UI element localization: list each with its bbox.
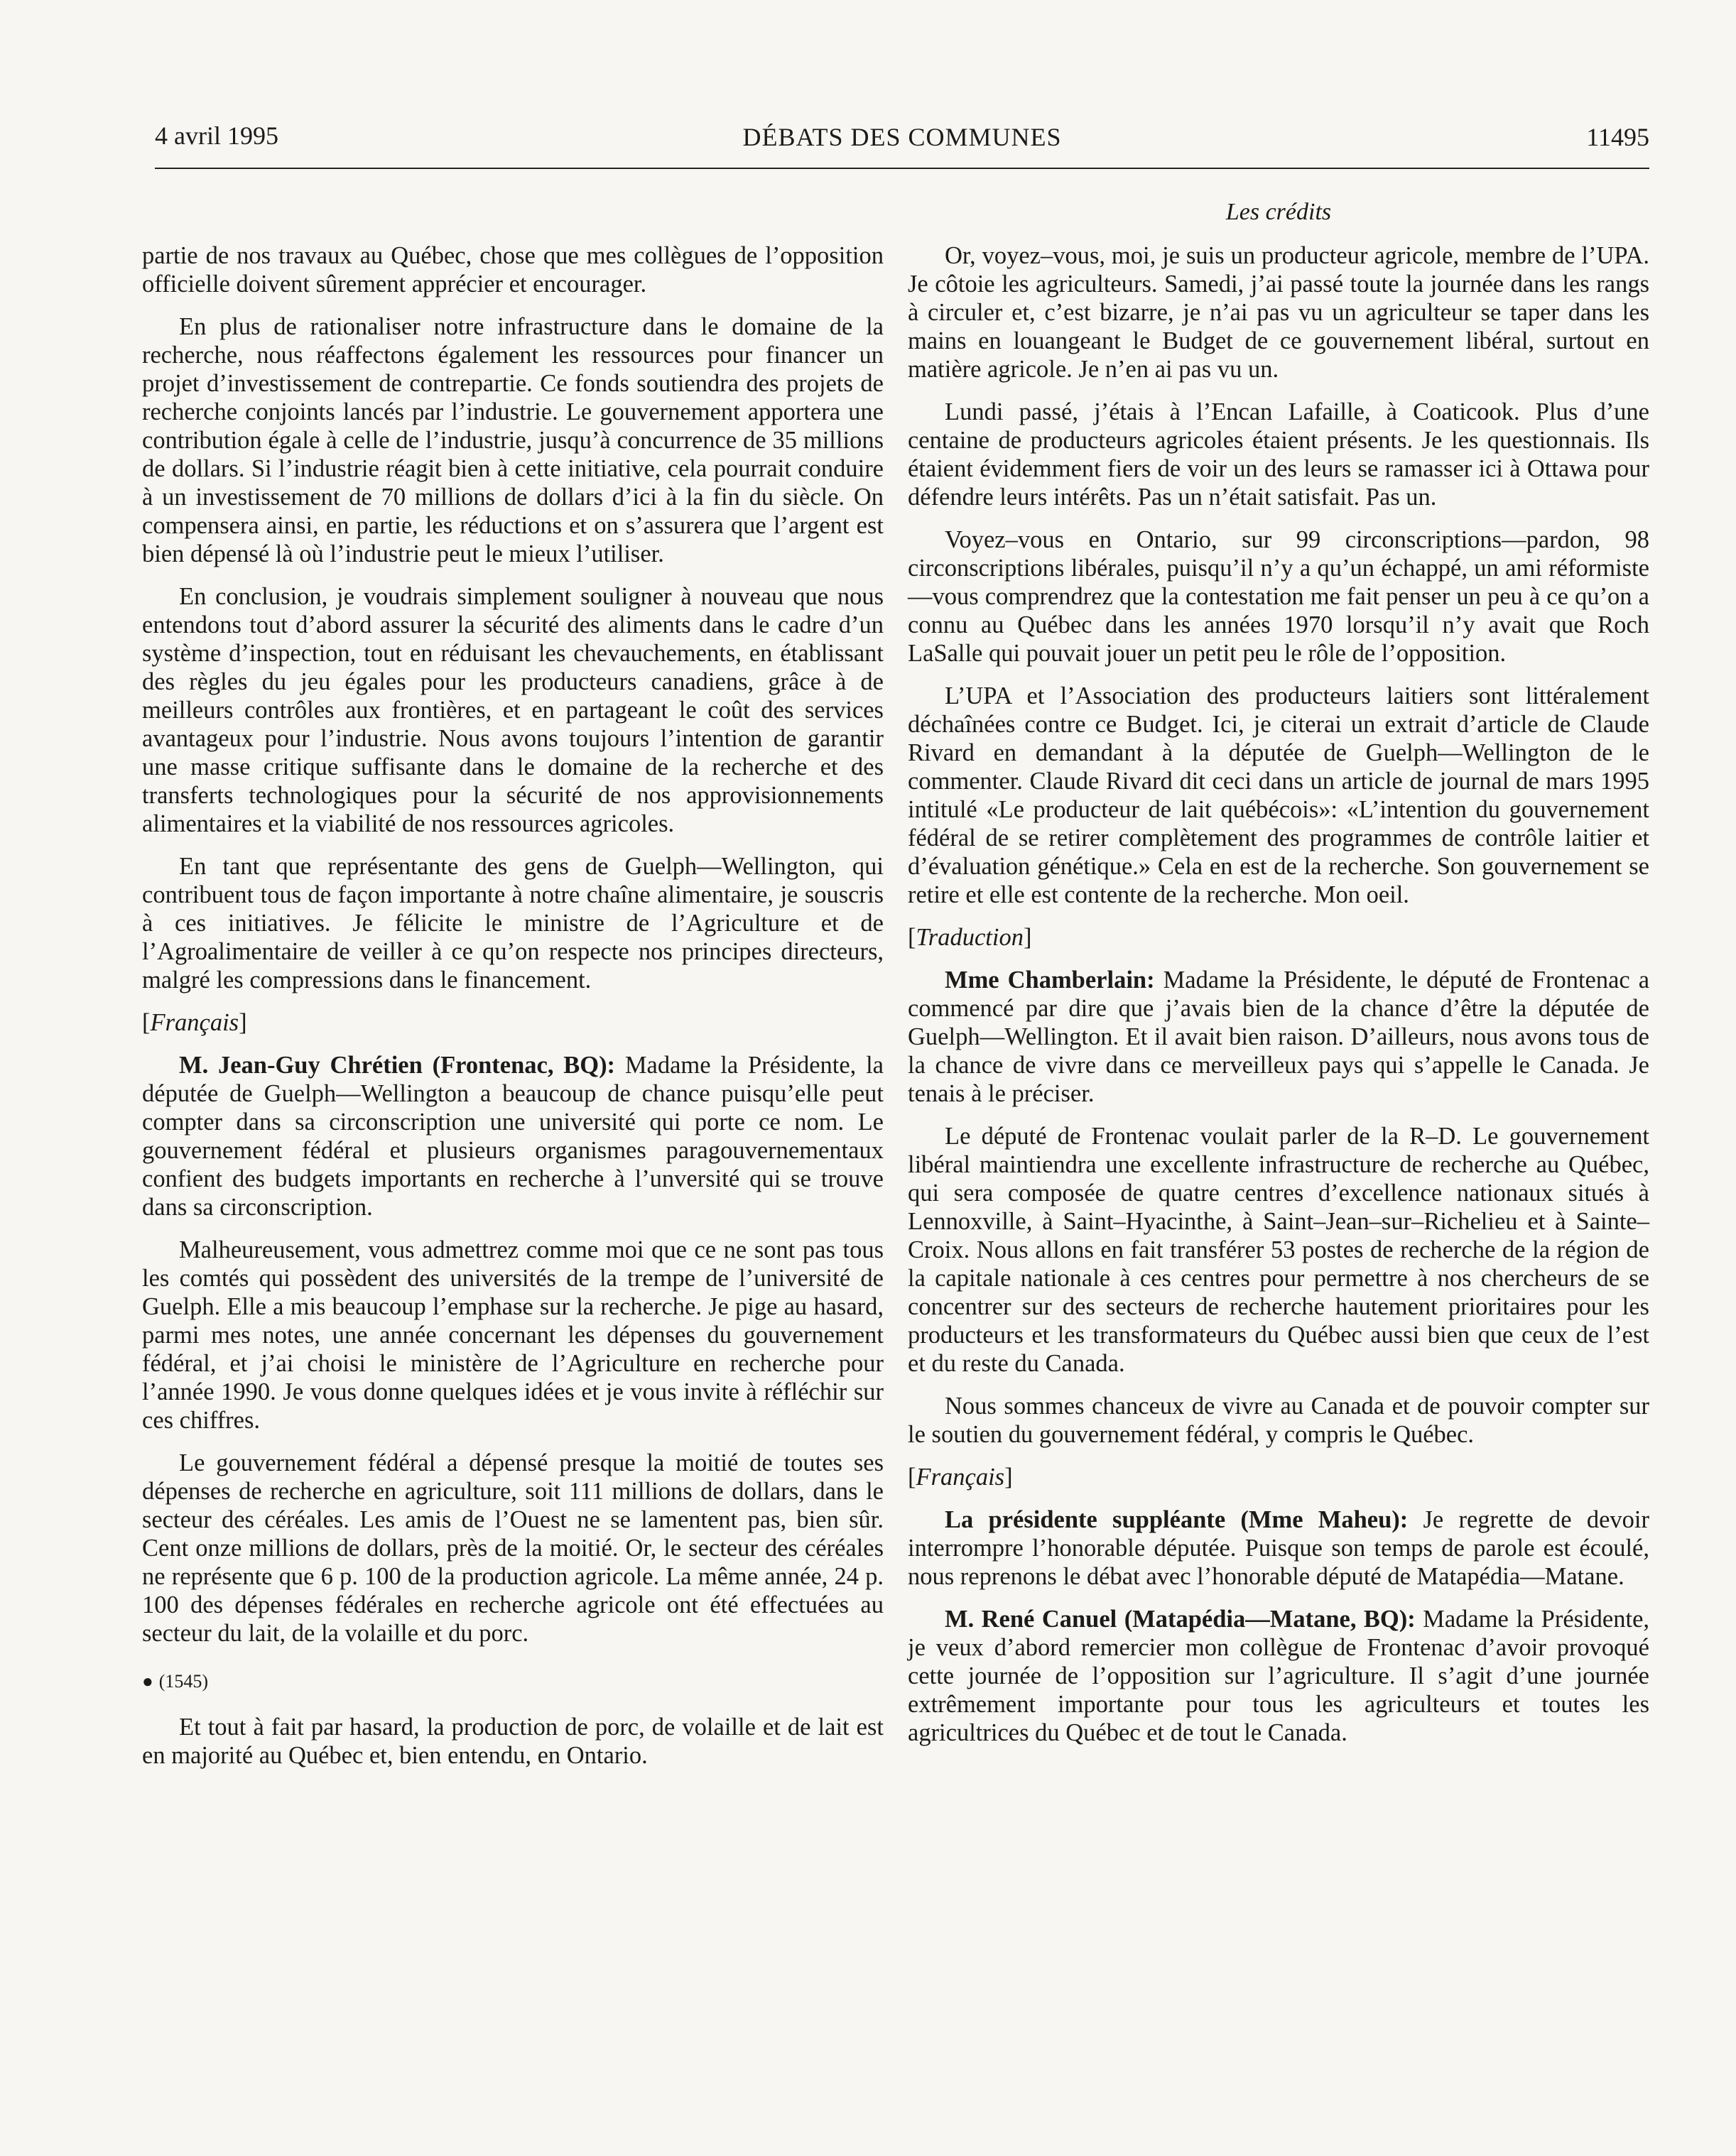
speech-text: Madame la Présidente, le député de Frontenac a commencé par dire que j’avais bien de la chance d’être la députée de Guelph—Wellington. Et il avait bien raison. D’ailleurs, nous avons tous de la chance de vivre dans ce merveilleux pays qui s’appelle le Canada. Je tenais à le préciser. [908,967,1650,1107]
bracket-open: [ [908,1464,916,1491]
paragraph: Le député de Frontenac voulait parler de la R–D. Le gouvernement libéral maintiendra une excellente infrastructure de recherche au Québec, qui sera composée de quatre centres d’excellence nationaux situés à Lennoxville, à Saint–Hyacinthe, à Saint–Jean–sur–Richelieu et à Sainte–Croix. Nous allons en fait transférer 53 postes de recherche de la région de la capitale nationale à ces centres pour permettre à nos chercheurs de se concentrer sur des secteurs de recherche hautement prioritaires pour les producteurs et les transformateurs du Québec aussi bien que ceux de l’est et du reste du Canada. [908,1123,1649,1377]
header-title: DÉBATS DES COMMUNES [742,123,1062,151]
paragraph: L’UPA et l’Association des producteurs laitiers sont littéralement déchaînées contre ce Budget. Ici, je citerai un extrait d’article de Claude Rivard en demandant à la députée de Guelph—Wellington de le commenter. Claude Rivard dit ceci dans un article de journal de mars 1995 intitulé «Le producteur de lait québécois»: «L’intention du gouvernement fédéral de se retirer complètement des programmes de contrôle laitier et d’évaluation génétique.» Cela en est de la recherche. Son gouvernement se retire et elle est contente de la recherche. Mon oeil. [908,682,1649,908]
language-tag [908,923,1649,952]
language-tag-label: Français [916,1464,1005,1491]
time-marker [142,1667,884,1696]
language-tag [142,1008,884,1037]
speech-text: Madame la Présidente, la députée de Guelph—Wellington a beaucoup de chance puisqu’elle peut compter dans sa circonscription une université qui porte ce nom. Le gouvernement fédéral et plusieurs organismes paragouvernementaux confient des budgets importants en recherche à l’unversité qui se trouve dans sa circonscription. [142,1052,884,1221]
language-tag-label: Traduction [916,924,1024,951]
paragraph: En plus de rationaliser notre infrastructure dans le domaine de la recherche, nous réaffectons également les ressources pour financer un projet d’investissement de contrepartie. Ce fonds soutiendra des projets de recherche conjoints lancés par l’industrie. Le gouvernement apportera une contribution égale à celle de l’industrie, jusqu’à concurrence de 35 millions de dollars. Si l’industrie réagit bien à cette initiative, cela pourrait conduire à un investissement de 70 millions de dollars d’ici à la fin du siècle. On compensera ainsi, en partie, les réductions et on s’assurera que l’argent est bien dépensé là où l’industrie peut le mieux l’utiliser. [142,313,884,567]
bracket-close: ] [1023,924,1032,951]
time-marker-text: (1545) [158,1671,209,1692]
bracket-close: ] [1004,1464,1013,1491]
header-rule [155,168,1649,169]
paragraph: Or, voyez–vous, moi, je suis un producteur agricole, membre de l’UPA. Je côtoie les agriculteurs. Samedi, j’ai passé toute la journée dans les rangs à circuler et, c’est bizarre, je n’ai pas vu un agriculteur se taper dans les mains en louangeant le Budget de ce gouvernement libéral, surtout en matière agricole. Je n’en ai pas vu un. [908,242,1649,383]
bracket-open: [ [908,924,916,951]
paragraph: En tant que représentante des gens de Guelph—Wellington, qui contribuent tous de façon importante à notre chaîne alimentaire, je souscris à ces initiatives. Je félicite le ministre de l’Agriculture et de l’Agroalimentaire de veiller à ce qu’on respecte nos principes directeurs, malgré les compressions dans le financement. [142,853,884,993]
speech-paragraph [908,1506,1649,1591]
paragraph: Le gouvernement fédéral a dépensé presque la moitié de toutes ses dépenses de recherche en agriculture, soit 111 millions de dollars, dans le secteur des céréales. Les amis de l’Ouest ne se lamentent pas, bien sûr. Cent onze millions de dollars, près de la moitié. Or, le secteur des céréales ne représente que 6 p. 100 de la production agricole. La même année, 24 p. 100 des dépenses fédérales en recherche agricole ont été effectuées au secteur du lait, de la volaille et du porc. [142,1449,884,1647]
section-subheading: Les crédits [1225,199,1332,225]
speaker-name: Mme Chamberlain: [945,967,1155,993]
speech-text: Je regrette de devoir interrompre l’honorable députée. Puisque son temps de parole est écoulé, nous reprenons le débat avec l’honorable député de Matapédia—Matane. [908,1506,1650,1590]
paragraph: Malheureusement, vous admettrez comme moi que ce ne sont pas tous les comtés qui possèdent des universités de la trempe de l’université de Guelph. Elle a mis beaucoup l’emphase sur la recherche. Je pige au hasard, parmi mes notes, une année concernant les dépenses du gouvernement fédéral, et j’ai choisi le ministère de l’Agriculture en recherche pour l’année 1990. Je vous donne quelques idées et je vous invite à réfléchir sur ces chiffres. [142,1236,884,1434]
bracket-open: [ [142,1009,151,1036]
paragraph: Lundi passé, j’étais à l’Encan Lafaille, à Coaticook. Plus d’une centaine de producteurs agricoles étaient présents. Je les questionnais. Ils étaient évidemment fiers de voir un des leurs se ramasser ici à Ottawa pour défendre leurs intérêts. Pas un n’était satisfait. Pas un. [908,398,1649,511]
speaker-name: M. René Canuel (Matapédia—Matane, BQ): [945,1606,1416,1633]
speaker-name: La présidente suppléante (Mme Maheu): [945,1506,1409,1533]
language-tag-label: Français [150,1009,239,1036]
language-tag [908,1463,1649,1491]
page-header [155,121,1649,163]
speech-paragraph [908,966,1649,1108]
bracket-close: ] [239,1009,247,1036]
speech-paragraph [142,1051,884,1221]
paragraph: Voyez–vous en Ontario, sur 99 circonscriptions—pardon, 98 circonscriptions libérales, puisqu’il n’y a qu’un échappé, un ami réformiste—vous comprendrez que la contestation me fait penser un peu à ce qu’on a connu au Québec dans les années 1970 lorsqu’il n’y avait que Roch LaSalle qui pouvait jouer un petit peu le rôle de l’opposition. [908,526,1649,667]
left-column [142,241,884,1784]
header-page-number: 11495 [1586,123,1649,151]
paragraph: Nous sommes chanceux de vivre au Canada et de pouvoir compter sur le soutien du gouvernement fédéral, y compris le Québec. [908,1393,1649,1448]
paragraph: partie de nos travaux au Québec, chose que mes collègues de l’opposition officielle doivent sûrement apprécier et encourager. [142,242,884,298]
bullet-icon: ● [142,1671,153,1692]
header-date: 4 avril 1995 [155,121,278,150]
right-column [908,241,1649,1761]
speaker-name: M. Jean-Guy Chrétien (Frontenac, BQ): [179,1052,616,1079]
paragraph: Et tout à fait par hasard, la production de porc, de volaille et de lait est en majorité au Québec et, bien entendu, en Ontario. [142,1714,884,1769]
speech-paragraph [908,1605,1649,1747]
speech-text: Madame la Présidente, je veux d’abord remercier mon collègue de Frontenac d’avoir provoqué cette journée de l’opposition sur l’agriculture. Il s’agit d’une journée extrêmement importante pour tous les agriculteurs et toutes les agricultrices du Québec et de tout le Canada. [908,1606,1650,1746]
paragraph: En conclusion, je voudrais simplement souligner à nouveau que nous entendons tout d’abord assurer la sécurité des aliments dans le cadre d’un système d’inspection, tout en réduisant les chevauchements, en établissant des règles du jeu égales pour les producteurs canadiens, grâce à de meilleurs contrôles aux frontières, et en partageant le coût des services avantageux pour l’industrie. Nous avons toujours l’intention de garantir une masse critique suffisante dans le domaine de la recherche et des transferts technologiques pour la sécurité de nos approvisionnements alimentaires et la viabilité de nos ressources agricoles. [142,583,884,837]
